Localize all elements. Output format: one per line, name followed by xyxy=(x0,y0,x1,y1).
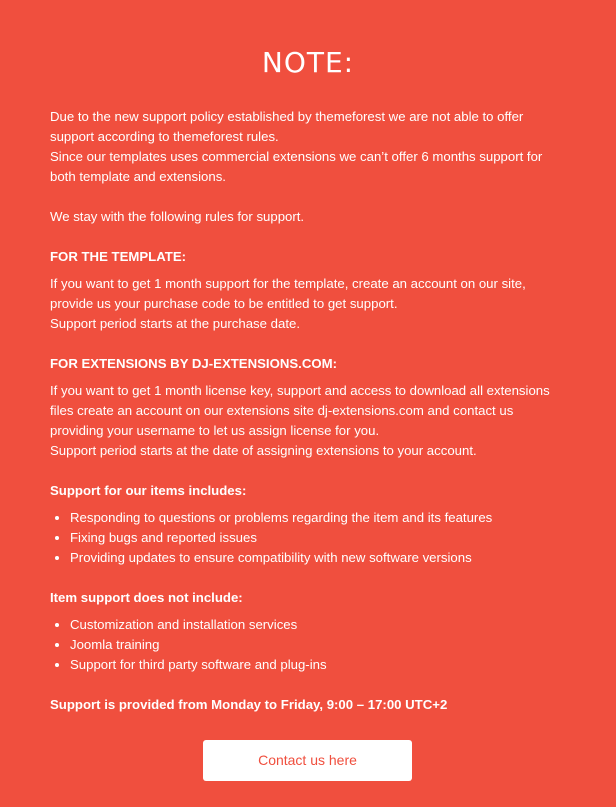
intro-line: Due to the new support policy established by themeforest we are not able to offer support according to themeforest rules. xyxy=(50,109,524,144)
extensions-heading: FOR EXTENSIONS BY DJ-EXTENSIONS.COM: xyxy=(50,356,337,371)
list-item: Providing updates to ensure compatibility with new software versions xyxy=(70,548,570,568)
includes-heading: Support for our items includes: xyxy=(50,483,247,498)
list-item: Customization and installation services xyxy=(70,615,570,635)
support-hours: Support is provided from Monday to Friday, 9:00 – 17:00 UTC+2 xyxy=(50,697,448,712)
rules-intro: We stay with the following rules for support. xyxy=(50,209,305,224)
extensions-line: Support period starts at the date of assigning extensions to your account. xyxy=(50,443,477,458)
list-item: Support for third party software and plug-ins xyxy=(70,655,570,675)
contact-button[interactable]: Contact us here xyxy=(203,740,412,781)
list-item: Joomla training xyxy=(70,635,570,655)
page-title: NOTE: xyxy=(261,46,355,79)
list-item: Fixing bugs and reported issues xyxy=(70,528,570,548)
template-line: If you want to get 1 month support for the template, create an account on our site, provide us your purchase code to be entitled to get support. xyxy=(50,276,526,311)
note-content xyxy=(50,107,570,715)
template-heading: FOR THE TEMPLATE: xyxy=(50,249,187,264)
list-item: Responding to questions or problems regarding the item and its features xyxy=(70,508,570,528)
intro-line: Since our templates uses commercial extensions we can’t offer 6 months support for both template and extensions. xyxy=(50,149,543,184)
extensions-line: If you want to get 1 month license key, support and access to download all extensions files create an account on our extensions site dj-extensions.com and contact us providing your username to let us assign license for you. xyxy=(50,383,550,438)
excludes-list xyxy=(50,615,570,675)
excludes-heading: Item support does not include: xyxy=(50,590,243,605)
template-line: Support period starts at the purchase date. xyxy=(50,316,300,331)
includes-list xyxy=(50,508,570,568)
template-section xyxy=(50,274,570,334)
extensions-section xyxy=(50,381,570,461)
